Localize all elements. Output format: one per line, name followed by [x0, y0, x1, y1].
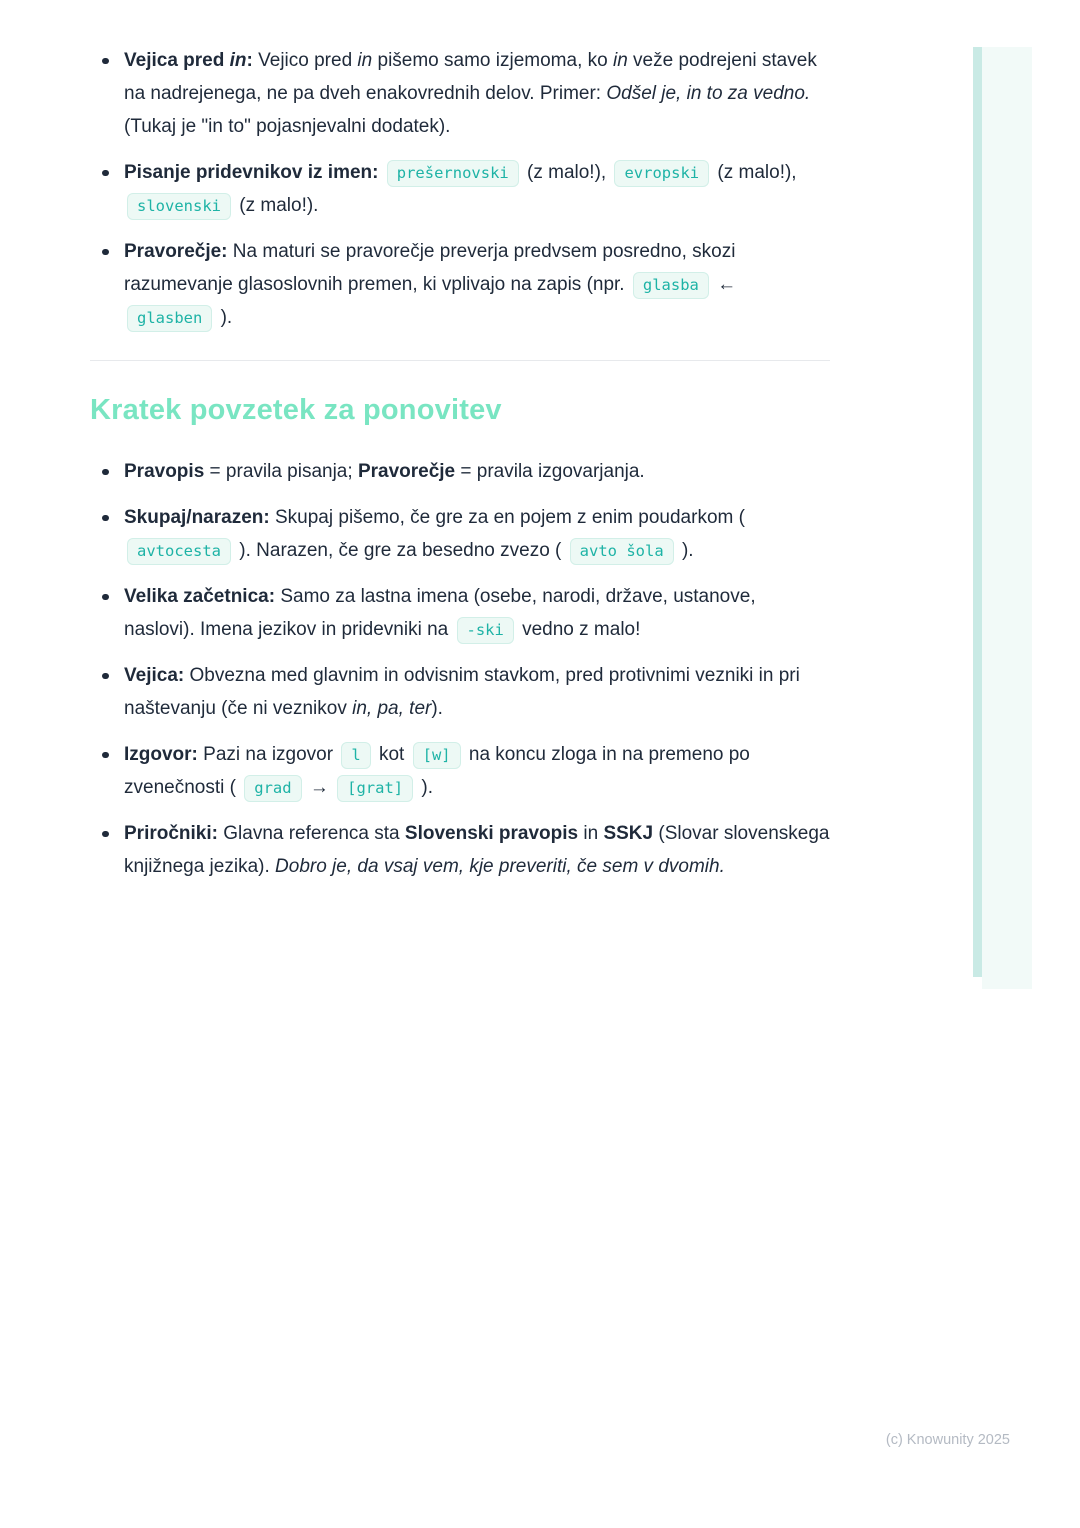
list-item [90, 659, 830, 725]
list-item [90, 455, 830, 488]
code-badge: slovenski [127, 193, 231, 220]
text-segment: Samo za lastna imena (osebe, narodi, države, ustanove, naslovi). Imena jezikov in pridevniki na [124, 586, 756, 640]
code-badge: glasben [127, 305, 212, 332]
list-item [90, 501, 830, 567]
text-segment: Slovenski pravopis [404, 823, 579, 844]
text-segment: SSKJ [603, 823, 654, 844]
text-segment: Na maturi se pravorečje preverja predvsem posredno, skozi razumevanje glasoslovnih premen, ki vplivajo na zapis (npr. [124, 241, 736, 295]
document-content [90, 44, 830, 896]
text-segment: Vejico pred [252, 50, 358, 71]
list-item [90, 738, 830, 804]
text-segment: veže podrejeni stavek na nadrejenega, ne pa dveh enakovrednih delov. Primer: [124, 50, 817, 104]
code-badge: avtocesta [127, 538, 231, 565]
text-segment: Pravorečje [357, 461, 456, 482]
text-segment: in [229, 50, 247, 71]
text-segment: in [578, 823, 604, 844]
list-item [90, 235, 830, 334]
text-segment: kot [373, 744, 410, 765]
text-segment: in [357, 50, 373, 71]
code-badge: avto šola [570, 538, 674, 565]
text-segment: ). Narazen, če gre za besedno zvezo ( [234, 540, 567, 561]
text-segment: Obvezna med glavnim in odvisnim stavkom, pred protivnimi vezniki in pri naštevanju (če ni veznikov [124, 665, 800, 719]
text-segment: Skupaj pišemo, če gre za en pojem z enim poudarkom ( [275, 507, 745, 528]
list-item [90, 44, 830, 143]
text-segment: Velika začetnica: [124, 586, 281, 607]
notes-list-summary [90, 455, 830, 883]
section-heading: Kratek povzetek za ponovitev [90, 394, 502, 426]
text-segment: Dobro je, da vsaj vem, kje preveriti, če sem v dvomih. [275, 856, 725, 877]
list-item [90, 580, 830, 646]
text-segment: : [246, 50, 253, 71]
code-badge: glasba [633, 272, 709, 299]
text-segment: Pravorečje: [124, 241, 233, 262]
list-item [90, 817, 830, 883]
text-segment: (Slovar slovenskega knjižnega jezika). [124, 823, 830, 877]
code-badge: [grat] [337, 775, 413, 802]
text-segment: Pravopis [124, 461, 205, 482]
text-segment: (Tukaj je "in to" pojasnjevalni dodatek). [124, 116, 451, 137]
text-segment: vedno z malo! [516, 619, 641, 640]
list-item [90, 156, 830, 222]
code-badge: prešernovski [387, 160, 519, 187]
code-badge: [w] [413, 742, 461, 769]
divider [90, 360, 830, 361]
text-segment: = pravila izgovarjanja. [455, 461, 645, 482]
text-segment: ). [431, 698, 443, 719]
text-segment: (z malo!). [234, 195, 319, 216]
text-segment: pišemo samo izjemoma, ko [372, 50, 613, 71]
text-segment: ). [215, 307, 233, 328]
text-segment: Pisanje pridevnikov iz imen: [124, 162, 384, 183]
text-segment: Vejica pred [124, 50, 230, 71]
page-accent-bar-fill [982, 47, 1032, 989]
text-segment: Vejica: [124, 665, 190, 686]
text-segment: ). [416, 777, 434, 798]
code-badge: evropski [614, 160, 709, 187]
text-segment: Skupaj/narazen: [124, 507, 275, 528]
text-segment: Glavna referenca sta [223, 823, 405, 844]
page-accent-bar-line [973, 47, 982, 977]
text-segment: → [304, 777, 335, 798]
text-segment: (z malo!), [521, 162, 612, 183]
text-segment: Pazi na izgovor [203, 744, 339, 765]
text-segment: na koncu zloga in na premeno po zvenečnosti ( [124, 744, 750, 798]
text-segment: Izgovor: [124, 744, 204, 765]
text-segment: in, pa, ter [352, 698, 432, 719]
text-segment: in [612, 50, 628, 71]
text-segment: ). [676, 540, 694, 561]
text-segment: Odšel je, in to za vedno. [606, 83, 811, 104]
notes-list-top [90, 44, 830, 334]
copyright-footer: (c) Knowunity 2025 [885, 1432, 1010, 1448]
code-badge: grad [244, 775, 301, 802]
text-segment: Priročniki: [124, 823, 224, 844]
text-segment: ← [711, 274, 737, 295]
code-badge: -ski [457, 617, 514, 644]
text-segment: = pravila pisanja; [204, 461, 358, 482]
code-badge: l [341, 742, 370, 769]
text-segment: (z malo!), [712, 162, 797, 183]
